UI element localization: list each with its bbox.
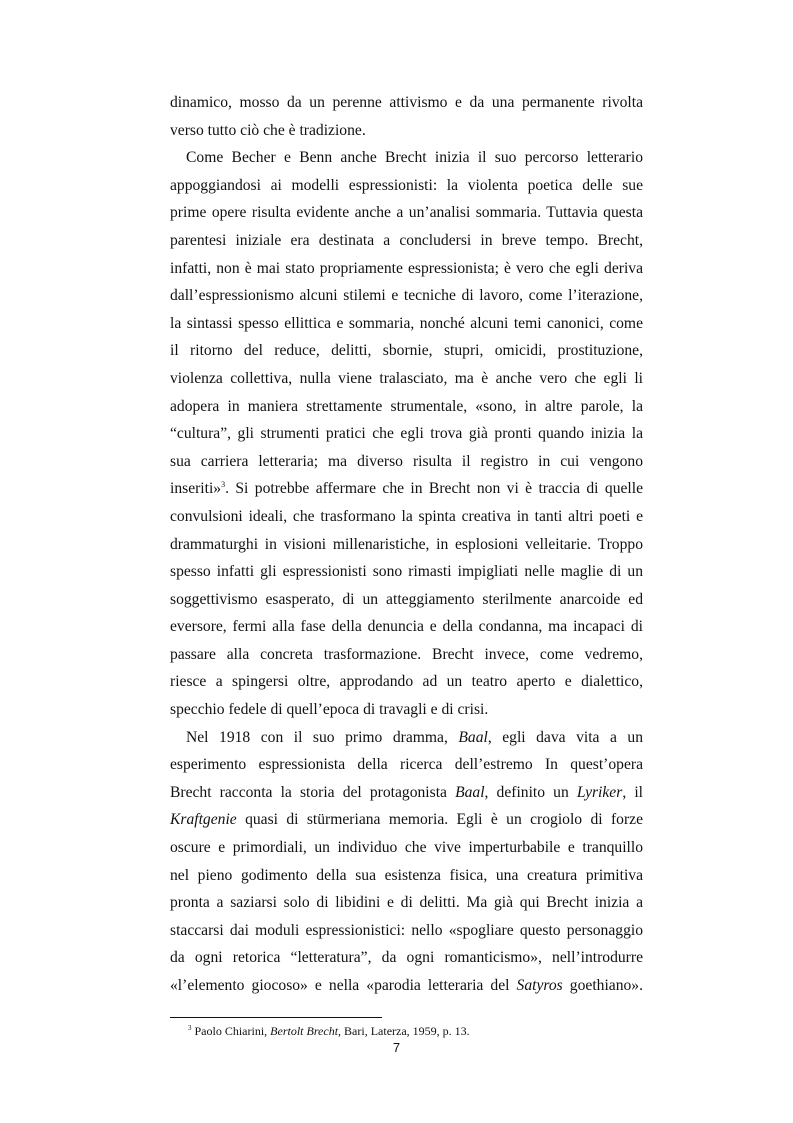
text-line: pronta a saziarsi solo di libidini e di delitti. Ma già qui Brecht inizia a xyxy=(170,894,643,912)
text-line: verso tutto ciò che è tradizione. xyxy=(170,121,366,139)
text-line: parentesi iniziale era destinata a concludersi in breve tempo. Brecht, xyxy=(170,231,643,249)
text-line: esperimento espressionista della ricerca dell’estremo In quest’opera xyxy=(170,756,643,774)
text-line: “cultura”, gli strumenti pratici che egli trova già pronti quando inizia la xyxy=(170,425,643,443)
body-text xyxy=(170,89,643,1000)
footnote-marker: 3 xyxy=(188,1024,192,1032)
text-line: da ogni retorica “letteratura”, da ogni romanticismo», nell’introdurre xyxy=(170,949,643,967)
text-line: passare alla concreta trasformazione. Brecht invece, come vedremo, xyxy=(170,645,643,663)
text-line: la sintassi spesso ellittica e sommaria, nonché alcuni temi canonici, come xyxy=(170,314,643,332)
text-line: il ritorno del reduce, delitti, sbornie, stupri, omicidi, prostituzione, xyxy=(170,342,643,360)
text-line: inseriti»$^3$. Si potrebbe affermare che in Brecht non vi è traccia di quelle xyxy=(170,480,643,498)
text-line: «l’elemento giocoso» e nella «parodia letteraria del Satyros goethiano». xyxy=(170,977,643,994)
text-line: Come Becher e Benn anche Brecht inizia il suo percorso letterario xyxy=(186,149,643,167)
footnote-title: Bertolt Brecht xyxy=(270,1024,339,1038)
text-line: infatti, non è mai stato propriamente espressionista; è vero che egli deriva xyxy=(170,259,643,277)
text-line: Brecht racconta la storia del protagonista Baal, definito un Lyriker, il xyxy=(170,783,643,801)
text-line: drammaturghi in visioni millenaristiche, in esplosioni velleitarie. Troppo xyxy=(170,535,643,553)
text-line: Nel 1918 con il suo primo dramma, Baal, egli dava vita a un xyxy=(186,728,644,746)
footnote-author: Paolo Chiarini, xyxy=(191,1024,271,1038)
text-line: nel pieno godimento della sua esistenza fisica, una creatura primitiva xyxy=(170,866,643,884)
text-line: convulsioni ideali, che trasformano la spinta creativa in tanti altri poeti e xyxy=(170,507,643,525)
footnote-source: , Bari, Laterza, 1959, p. 13. xyxy=(338,1024,470,1038)
text-line: dinamico, mosso da un perenne attivismo e da una permanente rivolta xyxy=(170,94,643,111)
page-number: 7 xyxy=(392,1040,401,1055)
text-line: sua carriera letteraria; ma diverso risulta il registro in cui vengono xyxy=(170,452,643,470)
text-line: adopera in maniera strettamente strumentale, «sono, in altre parole, la xyxy=(170,397,643,415)
text-line: dall’espressionismo alcuni stilemi e tecniche di lavoro, come l’iterazione, xyxy=(170,287,643,305)
text-line: violenza collettiva, nulla viene tralasciato, ma è anche vero che egli li xyxy=(170,369,643,387)
text-line: spesso infatti gli espressionisti sono rimasti impigliati nelle maglie di un xyxy=(170,563,643,581)
text-line: riesce a spingersi oltre, approdando ad un teatro aperto e dialettico, xyxy=(170,673,643,691)
text-line: staccarsi dai moduli espressionistici: nello «spogliare questo personaggio xyxy=(170,921,643,939)
text-line: Kraftgenie quasi di stürmeriana memoria. Egli è un crogiolo di forze xyxy=(170,811,643,829)
text-line: soggettivismo esasperato, di un atteggiamento sterilmente anarcoide ed xyxy=(170,590,643,608)
text-line: specchio fedele di quell’epoca di travagli e di crisi. xyxy=(170,701,489,719)
text-line: appoggiandosi ai modelli espressionisti: la violenta poetica delle sue xyxy=(170,176,643,194)
text-line: eversore, fermi alla fase della denuncia e della condanna, ma incapaci di xyxy=(170,618,643,636)
footnote-divider xyxy=(170,1017,382,1018)
text-line: oscure e primordiali, un individuo che vive imperturbabile e tranquillo xyxy=(170,839,643,857)
footnote xyxy=(188,1024,470,1038)
text-line: prime opere risulta evidente anche a un’analisi sommaria. Tuttavia questa xyxy=(170,204,643,222)
